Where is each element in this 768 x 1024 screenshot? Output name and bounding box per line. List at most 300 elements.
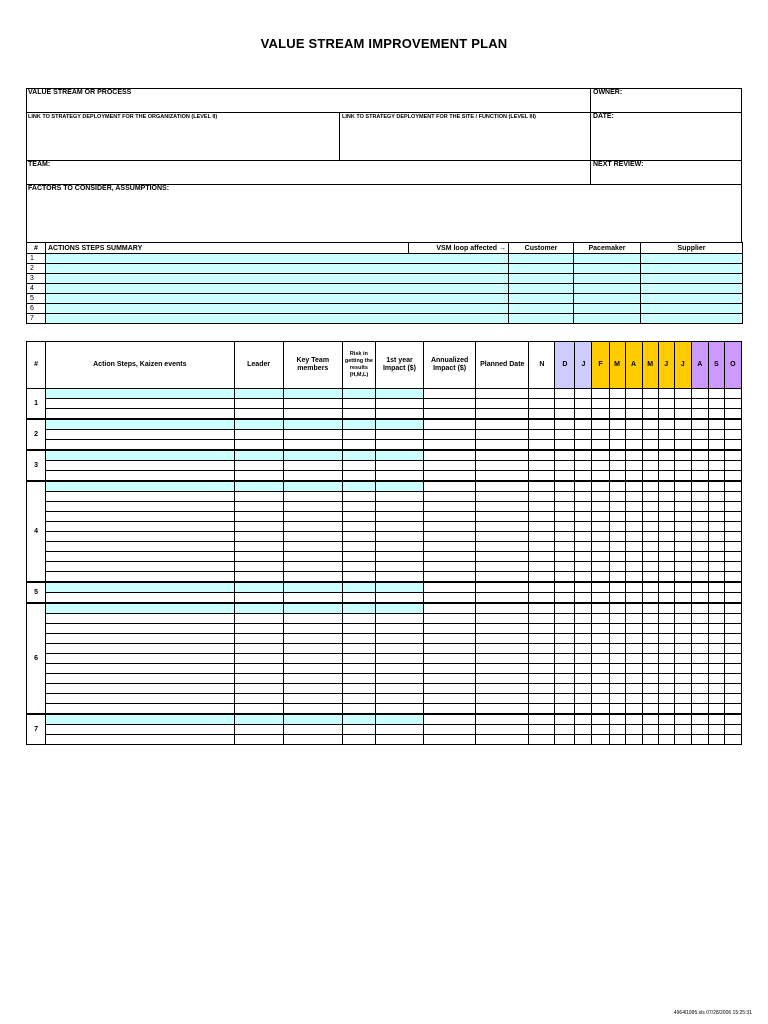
planned-date-cell[interactable] bbox=[476, 471, 529, 482]
annualized-impact-cell[interactable] bbox=[424, 674, 476, 684]
month-cell[interactable] bbox=[625, 704, 642, 715]
leader-cell[interactable] bbox=[234, 409, 283, 420]
leader-cell[interactable] bbox=[234, 582, 283, 593]
month-cell[interactable] bbox=[724, 634, 741, 644]
leader-cell[interactable] bbox=[234, 654, 283, 664]
month-cell[interactable] bbox=[724, 399, 741, 409]
planned-date-cell[interactable] bbox=[476, 461, 529, 471]
month-cell[interactable] bbox=[592, 593, 609, 604]
leader-cell[interactable] bbox=[234, 704, 283, 715]
month-cell[interactable] bbox=[625, 735, 642, 745]
planned-date-cell[interactable] bbox=[476, 481, 529, 492]
key-team-cell[interactable] bbox=[283, 471, 342, 482]
month-cell[interactable] bbox=[609, 409, 625, 420]
action-step-cell[interactable] bbox=[46, 461, 235, 471]
month-cell[interactable] bbox=[529, 634, 555, 644]
key-team-cell[interactable] bbox=[283, 674, 342, 684]
leader-cell[interactable] bbox=[234, 664, 283, 674]
month-cell[interactable] bbox=[555, 654, 575, 664]
month-cell[interactable] bbox=[642, 502, 658, 512]
month-cell[interactable] bbox=[529, 694, 555, 704]
leader-cell[interactable] bbox=[234, 461, 283, 471]
risk-cell[interactable] bbox=[342, 593, 375, 604]
month-cell[interactable] bbox=[555, 572, 575, 583]
month-cell[interactable] bbox=[592, 694, 609, 704]
month-cell[interactable] bbox=[555, 552, 575, 562]
summary-customer-cell[interactable] bbox=[509, 254, 574, 264]
first-year-impact-cell[interactable] bbox=[375, 532, 423, 542]
month-cell[interactable] bbox=[642, 603, 658, 614]
month-cell[interactable] bbox=[625, 603, 642, 614]
month-cell[interactable] bbox=[529, 450, 555, 461]
planned-date-cell[interactable] bbox=[476, 725, 529, 735]
month-cell[interactable] bbox=[708, 684, 724, 694]
month-cell[interactable] bbox=[529, 624, 555, 634]
month-cell[interactable] bbox=[575, 471, 592, 482]
month-cell[interactable] bbox=[674, 684, 691, 694]
month-cell[interactable] bbox=[724, 562, 741, 572]
annualized-impact-cell[interactable] bbox=[424, 704, 476, 715]
month-cell[interactable] bbox=[708, 634, 724, 644]
annualized-impact-cell[interactable] bbox=[424, 735, 476, 745]
month-cell[interactable] bbox=[529, 440, 555, 451]
leader-cell[interactable] bbox=[234, 725, 283, 735]
month-cell[interactable] bbox=[609, 440, 625, 451]
month-cell[interactable] bbox=[642, 582, 658, 593]
month-cell[interactable] bbox=[708, 714, 724, 725]
month-cell[interactable] bbox=[575, 725, 592, 735]
action-step-cell[interactable] bbox=[46, 522, 235, 532]
month-cell[interactable] bbox=[609, 725, 625, 735]
month-cell[interactable] bbox=[691, 664, 708, 674]
month-cell[interactable] bbox=[724, 440, 741, 451]
first-year-impact-cell[interactable] bbox=[375, 502, 423, 512]
month-cell[interactable] bbox=[575, 674, 592, 684]
month-cell[interactable] bbox=[529, 725, 555, 735]
key-team-cell[interactable] bbox=[283, 634, 342, 644]
month-cell[interactable] bbox=[642, 562, 658, 572]
month-cell[interactable] bbox=[642, 450, 658, 461]
month-cell[interactable] bbox=[592, 492, 609, 502]
month-cell[interactable] bbox=[555, 644, 575, 654]
month-cell[interactable] bbox=[642, 399, 658, 409]
month-cell[interactable] bbox=[658, 634, 674, 644]
planned-date-cell[interactable] bbox=[476, 389, 529, 399]
leader-cell[interactable] bbox=[234, 714, 283, 725]
month-cell[interactable] bbox=[691, 552, 708, 562]
key-team-cell[interactable] bbox=[283, 389, 342, 399]
month-cell[interactable] bbox=[592, 654, 609, 664]
month-cell[interactable] bbox=[575, 450, 592, 461]
planned-date-cell[interactable] bbox=[476, 399, 529, 409]
action-step-cell[interactable] bbox=[46, 562, 235, 572]
risk-cell[interactable] bbox=[342, 512, 375, 522]
first-year-impact-cell[interactable] bbox=[375, 552, 423, 562]
leader-cell[interactable] bbox=[234, 502, 283, 512]
month-cell[interactable] bbox=[529, 409, 555, 420]
action-step-cell[interactable] bbox=[46, 399, 235, 409]
summary-pacemaker-cell[interactable] bbox=[574, 254, 641, 264]
month-cell[interactable] bbox=[575, 399, 592, 409]
month-cell[interactable] bbox=[642, 644, 658, 654]
month-cell[interactable] bbox=[724, 461, 741, 471]
planned-date-cell[interactable] bbox=[476, 440, 529, 451]
annualized-impact-cell[interactable] bbox=[424, 502, 476, 512]
month-cell[interactable] bbox=[529, 522, 555, 532]
leader-cell[interactable] bbox=[234, 603, 283, 614]
key-team-cell[interactable] bbox=[283, 593, 342, 604]
key-team-cell[interactable] bbox=[283, 522, 342, 532]
leader-cell[interactable] bbox=[234, 492, 283, 502]
leader-cell[interactable] bbox=[234, 471, 283, 482]
key-team-cell[interactable] bbox=[283, 552, 342, 562]
month-cell[interactable] bbox=[642, 522, 658, 532]
leader-cell[interactable] bbox=[234, 572, 283, 583]
month-cell[interactable] bbox=[592, 634, 609, 644]
leader-cell[interactable] bbox=[234, 552, 283, 562]
key-team-cell[interactable] bbox=[283, 704, 342, 715]
month-cell[interactable] bbox=[575, 542, 592, 552]
month-cell[interactable] bbox=[555, 593, 575, 604]
month-cell[interactable] bbox=[674, 572, 691, 583]
month-cell[interactable] bbox=[691, 409, 708, 420]
month-cell[interactable] bbox=[708, 644, 724, 654]
key-team-cell[interactable] bbox=[283, 512, 342, 522]
leader-cell[interactable] bbox=[234, 481, 283, 492]
month-cell[interactable] bbox=[592, 481, 609, 492]
month-cell[interactable] bbox=[674, 532, 691, 542]
month-cell[interactable] bbox=[592, 674, 609, 684]
month-cell[interactable] bbox=[609, 735, 625, 745]
summary-action-cell[interactable] bbox=[46, 314, 509, 324]
action-step-cell[interactable] bbox=[46, 471, 235, 482]
summary-supplier-cell[interactable] bbox=[641, 264, 743, 274]
month-cell[interactable] bbox=[575, 614, 592, 624]
first-year-impact-cell[interactable] bbox=[375, 461, 423, 471]
action-step-cell[interactable] bbox=[46, 674, 235, 684]
action-step-cell[interactable] bbox=[46, 634, 235, 644]
month-cell[interactable] bbox=[625, 694, 642, 704]
month-cell[interactable] bbox=[708, 664, 724, 674]
month-cell[interactable] bbox=[658, 552, 674, 562]
month-cell[interactable] bbox=[658, 654, 674, 664]
month-cell[interactable] bbox=[691, 512, 708, 522]
month-cell[interactable] bbox=[575, 684, 592, 694]
summary-supplier-cell[interactable] bbox=[641, 254, 743, 264]
month-cell[interactable] bbox=[592, 624, 609, 634]
leader-cell[interactable] bbox=[234, 694, 283, 704]
first-year-impact-cell[interactable] bbox=[375, 399, 423, 409]
month-cell[interactable] bbox=[674, 502, 691, 512]
first-year-impact-cell[interactable] bbox=[375, 450, 423, 461]
risk-cell[interactable] bbox=[342, 644, 375, 654]
planned-date-cell[interactable] bbox=[476, 614, 529, 624]
risk-cell[interactable] bbox=[342, 694, 375, 704]
key-team-cell[interactable] bbox=[283, 603, 342, 614]
month-cell[interactable] bbox=[555, 409, 575, 420]
month-cell[interactable] bbox=[529, 714, 555, 725]
risk-cell[interactable] bbox=[342, 542, 375, 552]
summary-supplier-cell[interactable] bbox=[641, 294, 743, 304]
month-cell[interactable] bbox=[575, 694, 592, 704]
month-cell[interactable] bbox=[609, 419, 625, 430]
annualized-impact-cell[interactable] bbox=[424, 684, 476, 694]
action-step-cell[interactable] bbox=[46, 532, 235, 542]
month-cell[interactable] bbox=[592, 399, 609, 409]
month-cell[interactable] bbox=[674, 389, 691, 399]
summary-customer-cell[interactable] bbox=[509, 314, 574, 324]
planned-date-cell[interactable] bbox=[476, 603, 529, 614]
month-cell[interactable] bbox=[642, 409, 658, 420]
risk-cell[interactable] bbox=[342, 552, 375, 562]
month-cell[interactable] bbox=[674, 674, 691, 684]
month-cell[interactable] bbox=[642, 512, 658, 522]
month-cell[interactable] bbox=[592, 684, 609, 694]
month-cell[interactable] bbox=[609, 664, 625, 674]
month-cell[interactable] bbox=[575, 562, 592, 572]
month-cell[interactable] bbox=[529, 562, 555, 572]
month-cell[interactable] bbox=[575, 644, 592, 654]
month-cell[interactable] bbox=[609, 572, 625, 583]
month-cell[interactable] bbox=[724, 450, 741, 461]
month-cell[interactable] bbox=[592, 562, 609, 572]
month-cell[interactable] bbox=[708, 562, 724, 572]
risk-cell[interactable] bbox=[342, 634, 375, 644]
month-cell[interactable] bbox=[555, 725, 575, 735]
month-cell[interactable] bbox=[724, 664, 741, 674]
month-cell[interactable] bbox=[674, 704, 691, 715]
planned-date-cell[interactable] bbox=[476, 644, 529, 654]
month-cell[interactable] bbox=[691, 725, 708, 735]
month-cell[interactable] bbox=[691, 471, 708, 482]
risk-cell[interactable] bbox=[342, 492, 375, 502]
action-step-cell[interactable] bbox=[46, 542, 235, 552]
summary-pacemaker-cell[interactable] bbox=[574, 284, 641, 294]
month-cell[interactable] bbox=[658, 502, 674, 512]
action-step-cell[interactable] bbox=[46, 624, 235, 634]
month-cell[interactable] bbox=[658, 624, 674, 634]
month-cell[interactable] bbox=[609, 522, 625, 532]
month-cell[interactable] bbox=[674, 593, 691, 604]
month-cell[interactable] bbox=[609, 684, 625, 694]
month-cell[interactable] bbox=[674, 582, 691, 593]
month-cell[interactable] bbox=[592, 471, 609, 482]
key-team-cell[interactable] bbox=[283, 725, 342, 735]
risk-cell[interactable] bbox=[342, 389, 375, 399]
month-cell[interactable] bbox=[625, 419, 642, 430]
month-cell[interactable] bbox=[674, 654, 691, 664]
action-step-cell[interactable] bbox=[46, 440, 235, 451]
month-cell[interactable] bbox=[691, 714, 708, 725]
month-cell[interactable] bbox=[592, 603, 609, 614]
first-year-impact-cell[interactable] bbox=[375, 481, 423, 492]
month-cell[interactable] bbox=[555, 542, 575, 552]
month-cell[interactable] bbox=[575, 502, 592, 512]
leader-cell[interactable] bbox=[234, 512, 283, 522]
month-cell[interactable] bbox=[674, 735, 691, 745]
month-cell[interactable] bbox=[625, 654, 642, 664]
month-cell[interactable] bbox=[658, 704, 674, 715]
month-cell[interactable] bbox=[555, 582, 575, 593]
month-cell[interactable] bbox=[691, 634, 708, 644]
annualized-impact-cell[interactable] bbox=[424, 399, 476, 409]
key-team-cell[interactable] bbox=[283, 430, 342, 440]
month-cell[interactable] bbox=[724, 674, 741, 684]
month-cell[interactable] bbox=[625, 409, 642, 420]
summary-pacemaker-cell[interactable] bbox=[574, 264, 641, 274]
month-cell[interactable] bbox=[658, 419, 674, 430]
month-cell[interactable] bbox=[658, 471, 674, 482]
month-cell[interactable] bbox=[592, 582, 609, 593]
month-cell[interactable] bbox=[625, 684, 642, 694]
month-cell[interactable] bbox=[724, 614, 741, 624]
action-step-cell[interactable] bbox=[46, 704, 235, 715]
planned-date-cell[interactable] bbox=[476, 674, 529, 684]
summary-supplier-cell[interactable] bbox=[641, 304, 743, 314]
month-cell[interactable] bbox=[555, 512, 575, 522]
risk-cell[interactable] bbox=[342, 725, 375, 735]
month-cell[interactable] bbox=[658, 492, 674, 502]
month-cell[interactable] bbox=[529, 735, 555, 745]
month-cell[interactable] bbox=[708, 450, 724, 461]
month-cell[interactable] bbox=[691, 542, 708, 552]
month-cell[interactable] bbox=[555, 735, 575, 745]
month-cell[interactable] bbox=[724, 654, 741, 664]
risk-cell[interactable] bbox=[342, 735, 375, 745]
key-team-cell[interactable] bbox=[283, 481, 342, 492]
month-cell[interactable] bbox=[609, 502, 625, 512]
risk-cell[interactable] bbox=[342, 614, 375, 624]
month-cell[interactable] bbox=[592, 614, 609, 624]
month-cell[interactable] bbox=[642, 624, 658, 634]
leader-cell[interactable] bbox=[234, 644, 283, 654]
month-cell[interactable] bbox=[592, 522, 609, 532]
risk-cell[interactable] bbox=[342, 522, 375, 532]
leader-cell[interactable] bbox=[234, 624, 283, 634]
first-year-impact-cell[interactable] bbox=[375, 562, 423, 572]
month-cell[interactable] bbox=[575, 430, 592, 440]
month-cell[interactable] bbox=[724, 704, 741, 715]
month-cell[interactable] bbox=[609, 582, 625, 593]
month-cell[interactable] bbox=[592, 725, 609, 735]
month-cell[interactable] bbox=[529, 389, 555, 399]
action-step-cell[interactable] bbox=[46, 572, 235, 583]
month-cell[interactable] bbox=[575, 409, 592, 420]
summary-customer-cell[interactable] bbox=[509, 304, 574, 314]
month-cell[interactable] bbox=[642, 704, 658, 715]
key-team-cell[interactable] bbox=[283, 684, 342, 694]
month-cell[interactable] bbox=[708, 654, 724, 664]
month-cell[interactable] bbox=[658, 694, 674, 704]
month-cell[interactable] bbox=[555, 502, 575, 512]
month-cell[interactable] bbox=[642, 542, 658, 552]
month-cell[interactable] bbox=[724, 735, 741, 745]
planned-date-cell[interactable] bbox=[476, 542, 529, 552]
month-cell[interactable] bbox=[724, 624, 741, 634]
annualized-impact-cell[interactable] bbox=[424, 461, 476, 471]
month-cell[interactable] bbox=[609, 714, 625, 725]
action-step-cell[interactable] bbox=[46, 502, 235, 512]
month-cell[interactable] bbox=[555, 674, 575, 684]
month-cell[interactable] bbox=[708, 532, 724, 542]
month-cell[interactable] bbox=[691, 684, 708, 694]
leader-cell[interactable] bbox=[234, 735, 283, 745]
first-year-impact-cell[interactable] bbox=[375, 674, 423, 684]
planned-date-cell[interactable] bbox=[476, 654, 529, 664]
month-cell[interactable] bbox=[708, 430, 724, 440]
month-cell[interactable] bbox=[555, 694, 575, 704]
key-team-cell[interactable] bbox=[283, 582, 342, 593]
action-step-cell[interactable] bbox=[46, 694, 235, 704]
annualized-impact-cell[interactable] bbox=[424, 512, 476, 522]
month-cell[interactable] bbox=[625, 582, 642, 593]
risk-cell[interactable] bbox=[342, 419, 375, 430]
month-cell[interactable] bbox=[674, 634, 691, 644]
planned-date-cell[interactable] bbox=[476, 532, 529, 542]
leader-cell[interactable] bbox=[234, 522, 283, 532]
month-cell[interactable] bbox=[658, 461, 674, 471]
month-cell[interactable] bbox=[724, 512, 741, 522]
month-cell[interactable] bbox=[609, 471, 625, 482]
month-cell[interactable] bbox=[555, 450, 575, 461]
month-cell[interactable] bbox=[609, 562, 625, 572]
summary-customer-cell[interactable] bbox=[509, 294, 574, 304]
month-cell[interactable] bbox=[642, 419, 658, 430]
month-cell[interactable] bbox=[625, 522, 642, 532]
month-cell[interactable] bbox=[708, 512, 724, 522]
month-cell[interactable] bbox=[625, 481, 642, 492]
month-cell[interactable] bbox=[691, 492, 708, 502]
first-year-impact-cell[interactable] bbox=[375, 714, 423, 725]
annualized-impact-cell[interactable] bbox=[424, 389, 476, 399]
month-cell[interactable] bbox=[674, 624, 691, 634]
month-cell[interactable] bbox=[575, 624, 592, 634]
month-cell[interactable] bbox=[642, 471, 658, 482]
month-cell[interactable] bbox=[575, 704, 592, 715]
month-cell[interactable] bbox=[658, 409, 674, 420]
annualized-impact-cell[interactable] bbox=[424, 440, 476, 451]
month-cell[interactable] bbox=[625, 532, 642, 542]
month-cell[interactable] bbox=[724, 603, 741, 614]
month-cell[interactable] bbox=[609, 542, 625, 552]
annualized-impact-cell[interactable] bbox=[424, 419, 476, 430]
month-cell[interactable] bbox=[691, 593, 708, 604]
month-cell[interactable] bbox=[592, 735, 609, 745]
month-cell[interactable] bbox=[658, 614, 674, 624]
annualized-impact-cell[interactable] bbox=[424, 654, 476, 664]
month-cell[interactable] bbox=[691, 704, 708, 715]
month-cell[interactable] bbox=[691, 603, 708, 614]
month-cell[interactable] bbox=[555, 399, 575, 409]
month-cell[interactable] bbox=[625, 450, 642, 461]
month-cell[interactable] bbox=[555, 532, 575, 542]
month-cell[interactable] bbox=[674, 512, 691, 522]
month-cell[interactable] bbox=[674, 603, 691, 614]
key-team-cell[interactable] bbox=[283, 542, 342, 552]
action-step-cell[interactable] bbox=[46, 409, 235, 420]
annualized-impact-cell[interactable] bbox=[424, 664, 476, 674]
month-cell[interactable] bbox=[625, 471, 642, 482]
key-team-cell[interactable] bbox=[283, 614, 342, 624]
month-cell[interactable] bbox=[575, 714, 592, 725]
annualized-impact-cell[interactable] bbox=[424, 492, 476, 502]
month-cell[interactable] bbox=[609, 593, 625, 604]
month-cell[interactable] bbox=[625, 512, 642, 522]
first-year-impact-cell[interactable] bbox=[375, 593, 423, 604]
action-step-cell[interactable] bbox=[46, 582, 235, 593]
month-cell[interactable] bbox=[642, 532, 658, 542]
month-cell[interactable] bbox=[642, 389, 658, 399]
